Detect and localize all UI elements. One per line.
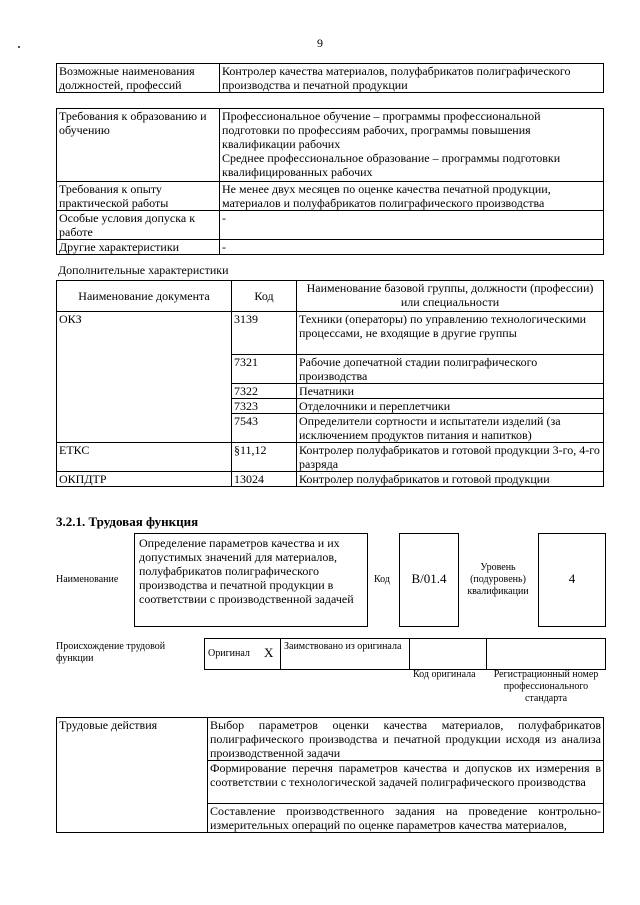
- additional-title: Дополнительные характеристики: [58, 263, 229, 277]
- section-heading: 3.2.1. Трудовая функция: [56, 514, 199, 529]
- original-mark: X: [264, 645, 274, 660]
- level-box: [538, 533, 606, 627]
- function-name-label: Наименование: [56, 574, 119, 585]
- table-row-code: §11,12: [232, 443, 297, 472]
- additional-table: [56, 280, 604, 487]
- function-name-box: [134, 533, 368, 627]
- req-edu-value: Профессиональное обучение – программы профессиональной подготовки по профессиям рабочих, программы повышения квалификации рабочих Среднее профессиональное образование – программы подготовки квалифицированных рабочих: [220, 109, 604, 182]
- labor-action-item: Выбор параметров оценки качества материалов, полуфабрикатов полиграфического производства и печатной продукции исходя из анализа производственной задачи: [208, 718, 604, 761]
- borrowed-label: Заимствовано из оригинала: [284, 641, 402, 652]
- table-row-name: Техники (операторы) по управлению технологическими процессами, не входящие в другие группы: [297, 312, 604, 355]
- table-row-code: 7321: [232, 355, 297, 384]
- table-row-name: Определители сортности и испытатели изделий (за исключением продуктов питания и напитков): [297, 414, 604, 443]
- origin-divider: [409, 638, 410, 670]
- code-box: [399, 533, 459, 627]
- names-label: Возможные наименования должностей, профессий: [57, 64, 220, 93]
- labor-actions-table: [56, 717, 604, 833]
- table-row-name: Рабочие допечатной стадии полиграфического производства: [297, 355, 604, 384]
- table-row-name: Контролер полуфабрикатов и готовой продукции: [297, 472, 604, 487]
- table-row-code: 7323: [232, 399, 297, 414]
- table-row-doc: ЕТКС: [57, 443, 232, 472]
- table-row-code: 13024: [232, 472, 297, 487]
- table-row-name: Печатники: [297, 384, 604, 399]
- req-edu-label: Требования к образованию и обучению: [57, 109, 220, 182]
- col-doc-header: Наименование документа: [57, 281, 232, 312]
- col-name-header: Наименование базовой группы, должности (профессии) или специальности: [297, 281, 604, 312]
- origin-divider: [486, 638, 487, 670]
- requirements-table: [56, 108, 604, 255]
- names-table: [56, 63, 604, 93]
- table-row-doc: ОКЗ: [57, 312, 232, 443]
- code-value: B/01.4: [411, 571, 447, 586]
- code-original-label: Код оригинала: [413, 669, 476, 680]
- table-row-code: 7322: [232, 384, 297, 399]
- names-value: Контролер качества материалов, полуфабрикатов полиграфического производства и печатной продукции: [220, 64, 604, 93]
- table-row-name: Отделочники и переплетчики: [297, 399, 604, 414]
- req-other-value: -: [220, 240, 604, 255]
- page-number: 9: [317, 36, 323, 50]
- reg-number-label: Регистрационный номер профессионального стандарта: [493, 669, 599, 704]
- table-row-name: Контролер полуфабрикатов и готовой продукции 3-го, 4-го разряда: [297, 443, 604, 472]
- code-label: Код: [374, 574, 390, 585]
- function-name-value: Определение параметров качества и их допустимых значений для материалов, полуфабрикатов полиграфического производства и печатной продукции в соответствии с производственной задачей: [139, 536, 354, 606]
- origin-label: Происхождение трудовой функции: [56, 641, 166, 664]
- req-exp-value: Не менее двух месяцев по оценке качества печатной продукции, материалов и полуфабрикатов полиграфического производства: [220, 182, 604, 211]
- req-exp-label: Требования к опыту практической работы: [57, 182, 220, 211]
- level-label: Уровень (подуровень) квалификации: [467, 562, 529, 597]
- req-special-value: -: [220, 211, 604, 240]
- table-row-code: 7543: [232, 414, 297, 443]
- labor-action-item: Составление производственного задания на проведение контрольно-измерительных операций по оценке параметров качества материалов,: [208, 804, 604, 833]
- labor-action-item: Формирование перечня параметров качества и допусков их измерения в соответствии с технологической задачей полиграфического производства: [208, 761, 604, 804]
- req-special-label: Особые условия допуска к работе: [57, 211, 220, 240]
- labor-actions-label: Трудовые действия: [57, 718, 208, 833]
- level-value: 4: [568, 571, 576, 586]
- table-row-code: 3139: [232, 312, 297, 355]
- origin-divider: [280, 638, 281, 670]
- original-label: Оригинал: [208, 648, 250, 659]
- col-code-header: Код: [232, 281, 297, 312]
- req-other-label: Другие характеристики: [57, 240, 220, 255]
- table-row-doc: ОКПДТР: [57, 472, 232, 487]
